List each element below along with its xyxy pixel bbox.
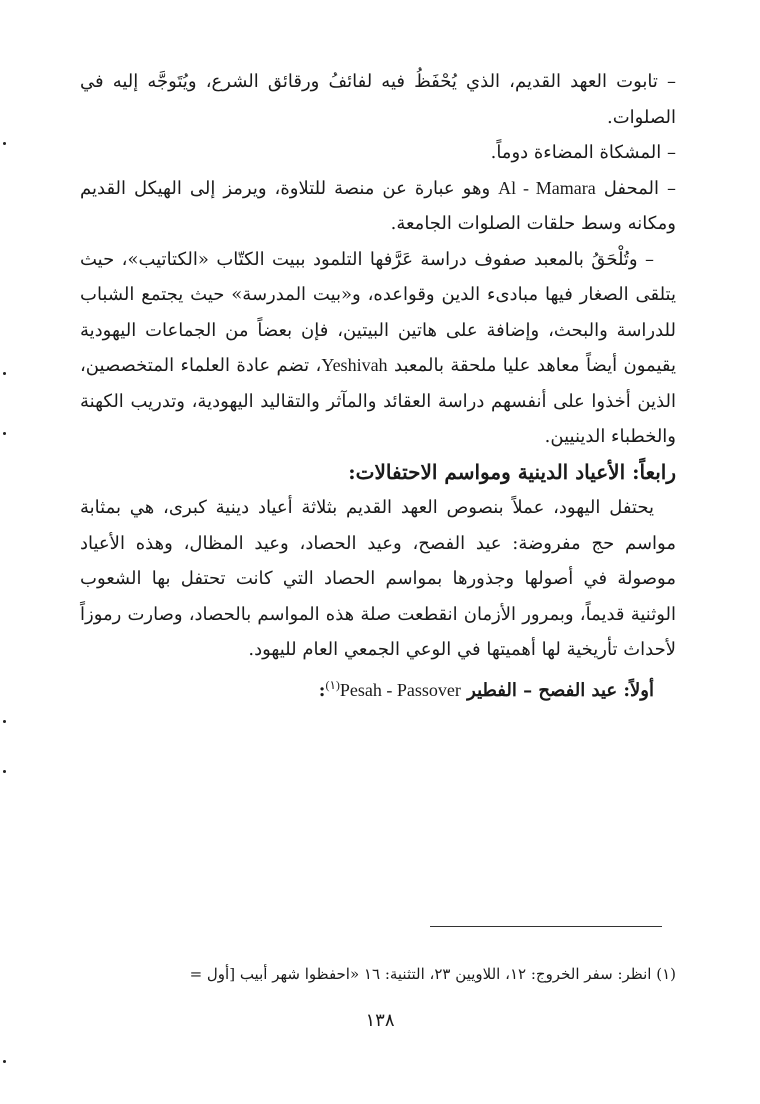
paragraph-study-rows [80, 242, 676, 455]
footnote-divider [430, 926, 662, 927]
scan-mark [3, 1060, 6, 1063]
subsection-heading [80, 668, 676, 709]
footnote: (١) انظر: سفر الخروج: ١٢، اللاويين ٢٣، التثنية: ١٦ «احفظوا شهر أبيب [أول = [189, 965, 676, 983]
section-heading: رابعاً: الأعياد الدينية ومواسم الاحتفالات: [348, 459, 676, 484]
mamara-text-after: وهو عبارة عن منصة للتلاوة، ويرمز إلى الهيكل القديم ومكانه وسط حلقات الصلوات الجامعة. [80, 177, 676, 234]
mamara-text-before: – المحفل [603, 177, 676, 199]
mamara-latin-term: Al - Mamara [498, 177, 596, 198]
scan-mark [3, 720, 6, 723]
paragraph-ark: – تابوت العهد القديم، الذي يُحْفَظُ فيه لفائفُ ورقائق الشرع، ويُتَوجَّه إليه في الصلوات. [80, 71, 676, 128]
page-number: ١٣٨ [365, 1010, 395, 1031]
study-text-after: ، تضم عادة العلماء المتخصصين، الذين أخذوا على أنفسهم دراسة العقائد والمآثر والتقاليد اليهودية، وتدريب الكهنة والخطباء الدينيين. [80, 355, 676, 447]
passover-latin: Pesah - Passover [339, 679, 461, 700]
study-text-before: – وتُلْحَقُ بالمعبد صفوف دراسة عَرَّفها التلمود ببيت الكتّاب «الكتاتيب»، حيث يتلقى الصغار فيها مبادىء الدين وقواعده، و«بيت المدرسة» حيث يجتمع الشباب للدراسة والبحث، وإضافة على هاتين البيتين، فإن بعضاً من الجماعات اليهودية يقيمون أيضاً معاهد عليا ملحقة بالمعبد [80, 248, 676, 376]
paragraph-lamp: – المشكاة المضاءة دوماً. [490, 142, 676, 163]
scan-mark [3, 142, 6, 145]
scan-mark [3, 432, 6, 435]
footnote-ref: (١) [325, 677, 340, 692]
scan-mark [3, 770, 6, 773]
paragraph-festivals: يحتفل اليهود، عملاً بنصوص العهد القديم بثلاثة أعياد دينية كبرى، هي بمثابة مواسم حج مفروضة: عيد الفصح، وعيد الحصاد، وعيد المظال، وهذه الأعياد موصولة في أصولها وجذورها بمواسم الحصاد التي كانت تحتفل بها الشعوب الوثنية قديماً، وبمرور الأزمان انقطعت صلة هذه المواسم بالحصاد، وصارت رموزاً لأحداث تأريخية لها أهميتها في الوعي الجمعي العام لليهود. [80, 497, 676, 660]
paragraph-mamara [80, 171, 676, 242]
subsection-colon: : [318, 679, 326, 701]
yeshivah-latin-term: Yeshivah [321, 355, 388, 375]
subsection-label: أولاً: عيد الفصح – الفطير [467, 679, 654, 701]
scan-mark [3, 372, 6, 375]
page-body [80, 64, 676, 708]
subsection-latin-term [325, 677, 461, 700]
